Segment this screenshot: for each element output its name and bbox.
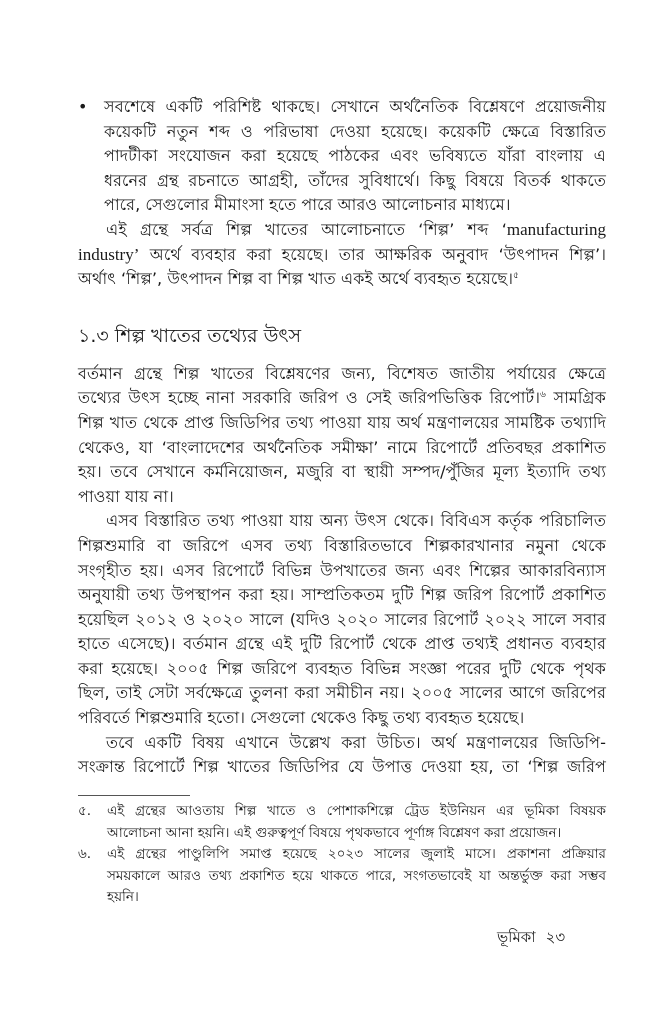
paragraph-line: ছিল, তাই সেটা সর্বক্ষেত্রে তুলনা করা সমীচীন নয়। ২০০৫ সালের আগে জরিপের (78, 683, 606, 703)
footnotes (78, 801, 606, 909)
intro-paragraph (78, 218, 606, 292)
footnote-line: এই গ্রন্থের পাণ্ডুলিপি সমাপ্ত হয়েছে ২০২৩ সালের জুলাই মাসে। প্রকাশনা প্রক্রিয়ার (107, 846, 606, 862)
paragraph-line: সংগৃহীত হয়। এসব রিপোর্টে বিভিন্ন উপখাতের জন্য এবং শিল্পের আকারবিন্যাস (78, 560, 606, 580)
footnote-number: ৬. (78, 846, 92, 862)
footnote-5 (78, 801, 606, 844)
paragraph-line: হাতে এসেছে)। বর্তমান গ্রন্থে এই দুটি রিপোর্ট থেকে প্রাপ্ত তথ্যই প্রধানত ব্যবহার (78, 634, 606, 654)
paragraph-line: থেকেও, যা ‘বাংলাদেশের অর্থনৈতিক সমীক্ষা’ নামে রিপোর্টে প্রতিবছর প্রকাশিত (78, 437, 606, 457)
bullet-line: সবশেষে একটি পরিশিষ্ট থাকছে। সেখানে অর্থনৈতিক বিশ্লেষণে প্রয়োজনীয় (104, 97, 606, 116)
footnote-line: হয়নি। (107, 889, 139, 905)
running-footer-title: ভূমিকা (497, 928, 536, 946)
bullet-text (104, 95, 606, 218)
footnote-number: ৫. (78, 803, 92, 819)
text-run: অর্থাৎ ‘শিল্প’, উৎপাদন শিল্প বা শিল্প খাত একই অর্থে ব্যবহৃত হয়েছে। (78, 269, 513, 289)
paragraph-1 (78, 362, 606, 510)
bullet-line: পারে, সেগুলোর মীমাংসা হতে পারে আরও আলোচনার মাধ্যমে। (104, 195, 511, 215)
paragraph-line: শিল্পশুমারি বা জরিপে এসব তথ্য বিস্তারিতভাবে শিল্পকারখানার নমুনা থেকে (78, 535, 606, 555)
footnote-line: আলোচনা আনা হয়নি। এই গুরুত্বপূর্ণ বিষয়ে পৃথকভাবে পূর্ণাঙ্গ বিশ্লেষণ করা প্রয়োজন। (107, 824, 562, 841)
paragraph-line (78, 243, 606, 268)
footnote-text (107, 844, 606, 909)
paragraph-line: পাওয়া যায় না। (78, 486, 174, 506)
paragraph-3 (78, 731, 606, 780)
bullet-line: ধরনের গ্রন্থ রচনাতে আগ্রহী, তাঁদের সুবিধার্থে। কিছু বিষয়ে বিতর্ক থাকতে (104, 170, 606, 190)
footnote-divider (78, 795, 190, 796)
text-run: সামগ্রিক (545, 388, 606, 408)
main-text-flow (78, 95, 606, 780)
bullet-line: পাদটীকা সংযোজন করা হয়েছে পাঠকের এবং ভবিষ্যতে যাঁরা বাংলায় এ (104, 146, 606, 166)
footnote-line: এই গ্রন্থের আওতায় শিল্প খাতে ও পোশাকশিল্পে ট্রেড ইউনিয়ন এর ভূমিকা বিষয়ক (107, 803, 606, 819)
text-run: এই গ্রন্থে সর্বত্র শিল্প খাতের আলোচনাতে ‘শিল্প’ শব্দ ‘ (106, 219, 507, 239)
bullet-line: কয়েকটি নতুন শব্দ ও পরিভাষা দেওয়া হয়েছে। কয়েকটি ক্ষেত্রে বিস্তারিত (104, 121, 606, 141)
paragraph-line: সংক্রান্ত রিপোর্টে শিল্প খাতের জিডিপির যে উপাত্ত দেওয়া হয়, তা ‘শিল্প জরিপ (78, 757, 606, 777)
paragraph-line: তবে একটি বিষয় এখানে উল্লেখ করা উচিত। অর্থ মন্ত্রণালয়ের জিডিপি- (106, 732, 606, 752)
paragraph-line (78, 218, 606, 243)
paragraph-line: হয়। তবে সেখানে কর্মনিয়োজন, মজুরি বা স্থায়ী সম্পদ/পুঁজির মূল্য ইত্যাদি তথ্য (78, 462, 606, 482)
section-heading: ১.৩ শিল্প খাতের তথ্যের উৎস (78, 324, 302, 347)
paragraph-line: হয়েছিল ২০১২ ও ২০২০ সালে (যদিও ২০২০ সালের রিপোর্ট ২০২২ সালে সবার (78, 609, 606, 629)
page-number: ২৩ (545, 928, 566, 946)
paragraph-line: করা হয়েছে। ২০০৫ শিল্প জরিপে ব্যবহৃত বিভিন্ন সংজ্ঞা পরের দুটি থেকে পৃথক (78, 658, 606, 678)
text-run: তথ্যের উৎস হচ্ছে নানা সরকারি জরিপ ও সেই জরিপভিত্তিক রিপোর্ট। (78, 388, 541, 408)
footnote-6 (78, 844, 606, 909)
paragraph-line: বর্তমান গ্রন্থে শিল্প খাতের বিশ্লেষণের জন্য, বিশেষত জাতীয় পর্যায়ের ক্ষেত্রে (78, 363, 606, 383)
paragraph-line: অনুযায়ী তথ্য উপস্থাপন করা হয়। সাম্প্রতিকতম দুটি শিল্প জরিপ রিপোর্ট প্রকাশিত (78, 585, 606, 605)
footnote-reference[interactable]: ৫ (513, 271, 519, 282)
paragraph-line (78, 267, 606, 292)
paragraph-line (78, 386, 606, 411)
paragraph-line: শিল্প খাত থেকে প্রাপ্ত জিডিপির তথ্য পাওয়া যায় অর্থ মন্ত্রণালয়ের সামষ্টিক তথ্যাদি (78, 412, 606, 432)
english-term: industry’ (78, 244, 140, 264)
footnote-reference[interactable]: ৬ (540, 390, 546, 401)
page-footer (497, 927, 565, 947)
text-run: অর্থে ব্যবহার করা হয়েছে। তার আক্ষরিক অনুবাদ ‘উৎপাদন শিল্প’। (139, 244, 606, 264)
paragraph-2 (78, 509, 606, 730)
footnote-text (107, 801, 606, 844)
footnote-line: সময়কালে আরও তথ্য প্রকাশিত হয়ে থাকতে পারে, সংগতভাবেই যা অন্তর্ভুক্ত করা সম্ভব (107, 867, 606, 884)
paragraph-line: এসব বিস্তারিত তথ্য পাওয়া যায় অন্য উৎস থেকে। বিবিএস কর্তৃক পরিচালিত (106, 511, 606, 531)
bullet-list-item (78, 95, 606, 218)
bullet-marker: • (78, 97, 88, 116)
english-term: manufacturing (506, 219, 606, 239)
paragraph-line: পরিবর্তে শিল্পশুমারি হতো। সেগুলো থেকেও কিছু তথ্য ব্যবহৃত হয়েছে। (78, 708, 525, 728)
